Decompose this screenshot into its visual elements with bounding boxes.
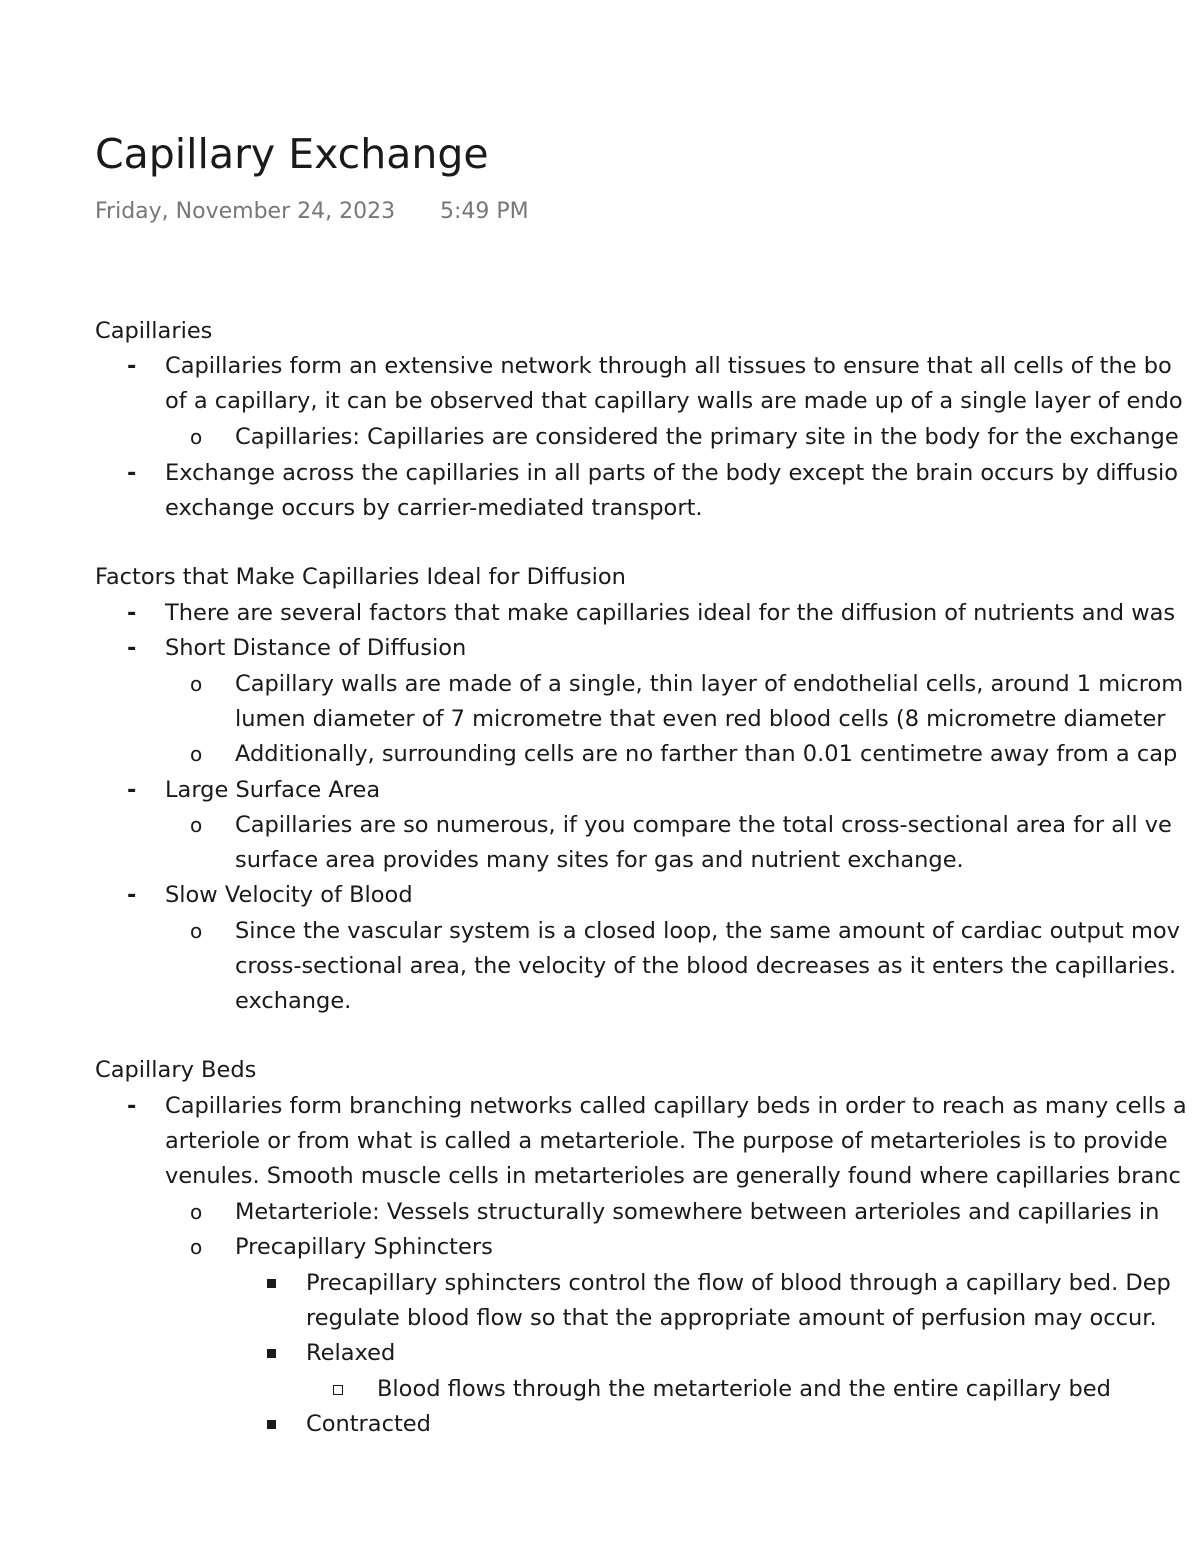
dash-bullet-icon: - — [127, 460, 137, 486]
note-date: Friday, November 24, 2023 — [95, 199, 396, 224]
tertiary-bullet-text: Contracted — [306, 1411, 431, 1437]
hollow-square-bullet-icon — [333, 1385, 343, 1395]
sub-bullet-text: Capillaries are so numerous, if you compare the total cross-sectional area for all ve — [235, 812, 1172, 838]
bullet-text: Capillaries form branching networks called capillary beds in order to reach as many cells a — [165, 1093, 1187, 1119]
sub-bullet-text: Additionally, surrounding cells are no farther than 0.01 centimetre away from a cap — [235, 741, 1178, 767]
square-bullet-icon — [267, 1279, 276, 1288]
sub-bullet-text-continued: surface area provides many sites for gas and nutrient exchange. — [235, 847, 964, 873]
bullet-text: Slow Velocity of Blood — [165, 882, 413, 908]
bullet-text-continued: exchange occurs by carrier-mediated transport. — [165, 495, 703, 521]
tertiary-bullet-text: Relaxed — [306, 1340, 396, 1366]
bullet-text: Capillaries form an extensive network through all tissues to ensure that all cells of the bo — [165, 353, 1172, 379]
sub-bullet-text: Capillary walls are made of a single, thin layer of endothelial cells, around 1 microm — [235, 671, 1184, 697]
sub-bullet-text: Precapillary Sphincters — [235, 1234, 493, 1260]
dash-bullet-icon: - — [127, 1093, 137, 1119]
sub-bullet-text: Capillaries: Capillaries are considered the primary site in the body for the exchange — [235, 424, 1179, 450]
square-bullet-icon — [267, 1420, 276, 1429]
bullet-text-continued: arteriole or from what is called a metarteriole. The purpose of metarterioles is to provide — [165, 1128, 1168, 1154]
tertiary-bullet-text-continued: regulate blood flow so that the appropriate amount of perfusion may occur. — [306, 1305, 1157, 1331]
dash-bullet-icon: - — [127, 882, 137, 908]
sub-bullet-text-continued: cross-sectional area, the velocity of the blood decreases as it enters the capillaries. — [235, 953, 1177, 979]
section-heading-capillaries: Capillaries — [95, 318, 213, 344]
bullet-text-continued: venules. Smooth muscle cells in metarterioles are generally found where capillaries branc — [165, 1163, 1181, 1189]
dash-bullet-icon: - — [127, 777, 137, 803]
section-heading-capillary-beds: Capillary Beds — [95, 1057, 257, 1083]
tertiary-bullet-text: Precapillary sphincters control the flow of blood through a capillary bed. Dep — [306, 1270, 1171, 1296]
circle-bullet-icon: o — [190, 919, 203, 943]
sub-bullet-text: Metarteriole: Vessels structurally somewhere between arterioles and capillaries in — [235, 1199, 1160, 1225]
sub-bullet-text: Since the vascular system is a closed loop, the same amount of cardiac output mov — [235, 918, 1180, 944]
page-title: Capillary Exchange — [95, 130, 489, 178]
circle-bullet-icon: o — [190, 742, 203, 766]
circle-bullet-icon: o — [190, 813, 203, 837]
sub-bullet-text-continued: lumen diameter of 7 micrometre that even red blood cells (8 micrometre diameter — [235, 706, 1166, 732]
circle-bullet-icon: o — [190, 672, 203, 696]
bullet-text: Short Distance of Diffusion — [165, 635, 467, 661]
bullet-text: There are several factors that make capillaries ideal for the diffusion of nutrients and was — [165, 600, 1176, 626]
square-bullet-icon — [267, 1349, 276, 1358]
dash-bullet-icon: - — [127, 353, 137, 379]
dash-bullet-icon: - — [127, 600, 137, 626]
bullet-text: Large Surface Area — [165, 777, 381, 803]
note-time: 5:49 PM — [440, 199, 529, 224]
circle-bullet-icon: o — [190, 1200, 203, 1224]
bullet-text: Exchange across the capillaries in all parts of the body except the brain occurs by diffusio — [165, 460, 1179, 486]
section-heading-factors: Factors that Make Capillaries Ideal for Diffusion — [95, 564, 626, 590]
circle-bullet-icon: o — [190, 1235, 203, 1259]
quaternary-bullet-text: Blood flows through the metarteriole and the entire capillary bed — [377, 1376, 1111, 1402]
circle-bullet-icon: o — [190, 425, 203, 449]
bullet-text-continued: of a capillary, it can be observed that capillary walls are made up of a single layer of endo — [165, 388, 1183, 414]
sub-bullet-text-continued: exchange. — [235, 988, 352, 1014]
dash-bullet-icon: - — [127, 635, 137, 661]
